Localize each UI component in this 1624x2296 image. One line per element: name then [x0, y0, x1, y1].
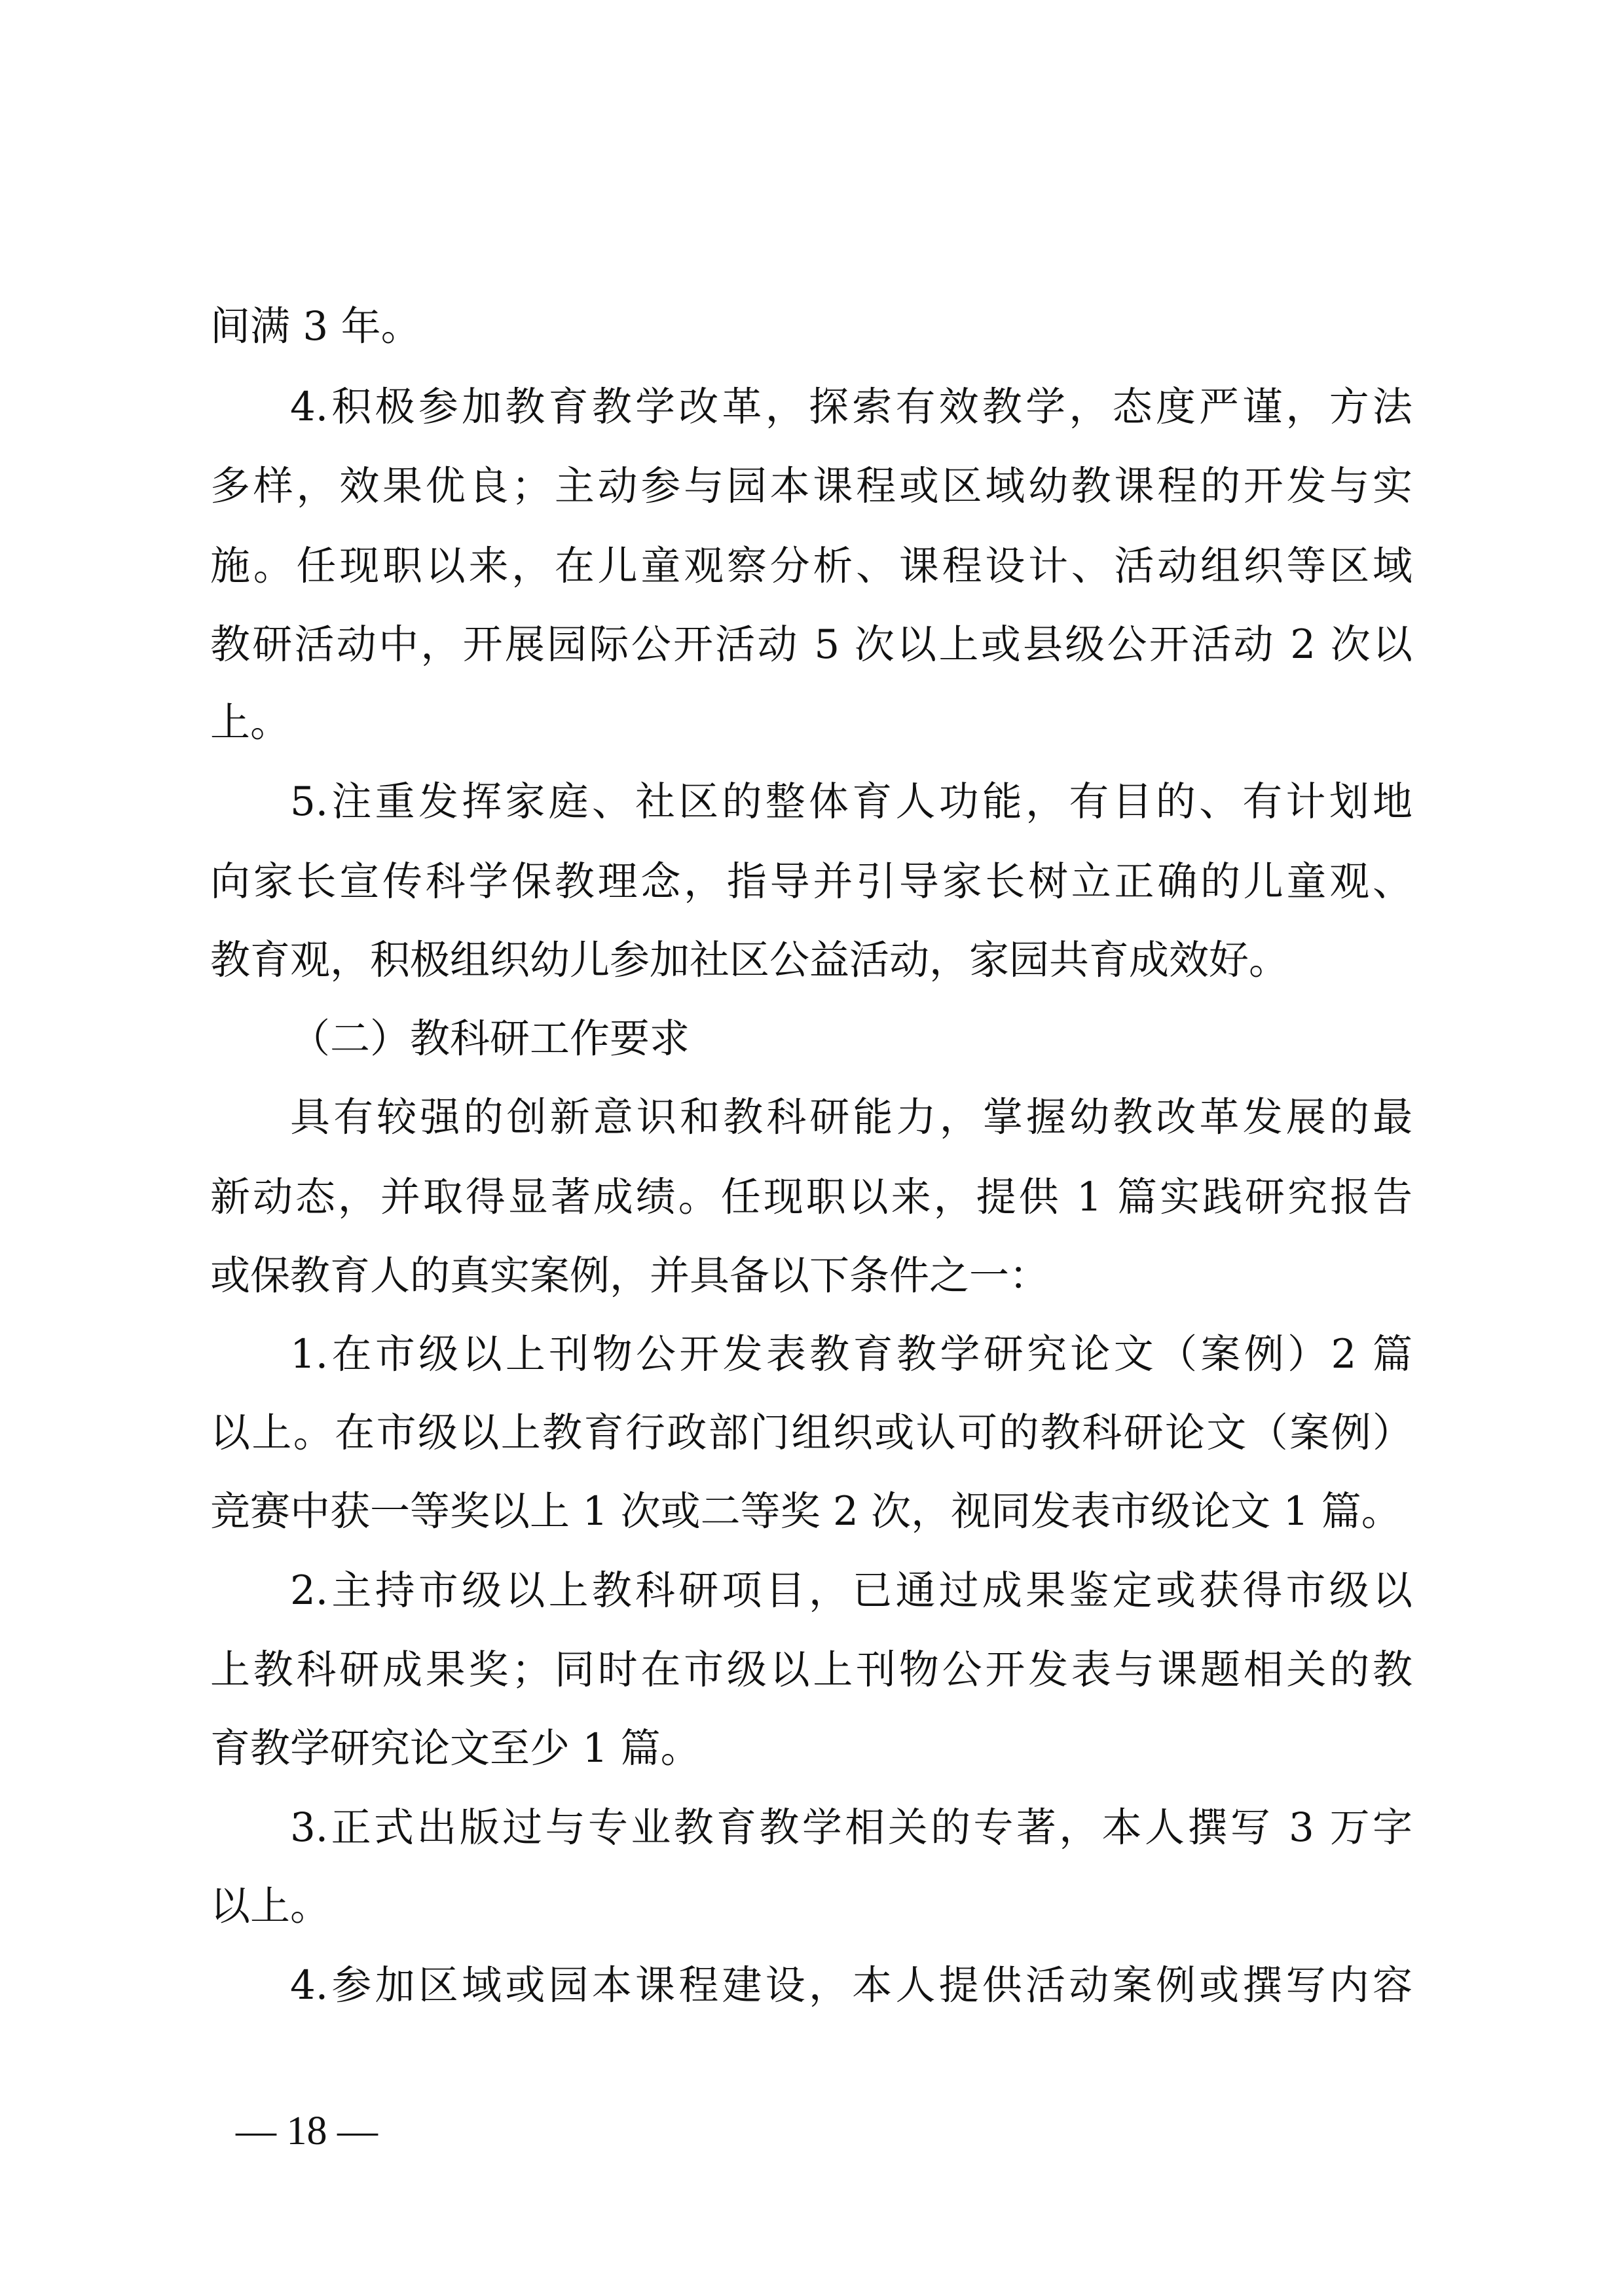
text-line: 上。	[210, 699, 291, 746]
text-line: 新动态，并取得显著成绩。任现职以来，提供 1 篇实践研究报告	[210, 1174, 1412, 1220]
text-line: 施。任现职以来，在儿童观察分析、课程设计、活动组织等区域	[210, 543, 1412, 589]
text-line: 育教学研究论文至少 1 篇。	[210, 1725, 701, 1772]
text-line: 向家长宣传科学保教理念，指导并引导家长树立正确的儿童观、	[210, 858, 1412, 905]
text-line: 教育观，积极组织幼儿参加社区公益活动，家园共育成效好。	[210, 937, 1289, 983]
text-line: 间满 3 年。	[210, 303, 421, 350]
section-heading: （二）教科研工作要求	[290, 1015, 690, 1062]
text-line: 上教科研成果奖；同时在市级以上刊物公开发表与课题相关的教	[210, 1647, 1412, 1693]
text-line: 具有较强的创新意识和教科研能力，掌握幼教改革发展的最	[290, 1094, 1412, 1140]
text-line: 多样，效果优良；主动参与园本课程或区域幼教课程的开发与实	[210, 463, 1412, 509]
text-line: 或保教育人的真实案例，并具备以下条件之一：	[210, 1252, 1050, 1299]
text-line: 1.在市级以上刊物公开发表教育教学研究论文（案例）2 篇	[290, 1331, 1412, 1377]
page-number: — 18 —	[236, 2109, 378, 2153]
text-line: 4.积极参加教育教学改革，探索有效教学，态度严谨，方法	[290, 384, 1412, 430]
text-line: 5.注重发挥家庭、社区的整体育人功能，有目的、有计划地	[290, 778, 1412, 825]
text-line: 教研活动中，开展园际公开活动 5 次以上或县级公开活动 2 次以	[210, 621, 1412, 668]
text-line: 2.主持市级以上教科研项目，已通过成果鉴定或获得市级以	[290, 1567, 1412, 1614]
text-line: 竞赛中获一等奖以上 1 次或二等奖 2 次，视同发表市级论文 1 篇。	[210, 1488, 1401, 1535]
text-line: 4.参加区域或园本课程建设，本人提供活动案例或撰写内容	[290, 1962, 1412, 2009]
text-line: 以上。	[210, 1883, 331, 1929]
text-line: 以上。在市级以上教育行政部门组织或认可的教科研论文（案例）	[210, 1410, 1412, 1456]
text-line: 3.正式出版过与专业教育教学相关的专著，本人撰写 3 万字	[290, 1804, 1412, 1851]
